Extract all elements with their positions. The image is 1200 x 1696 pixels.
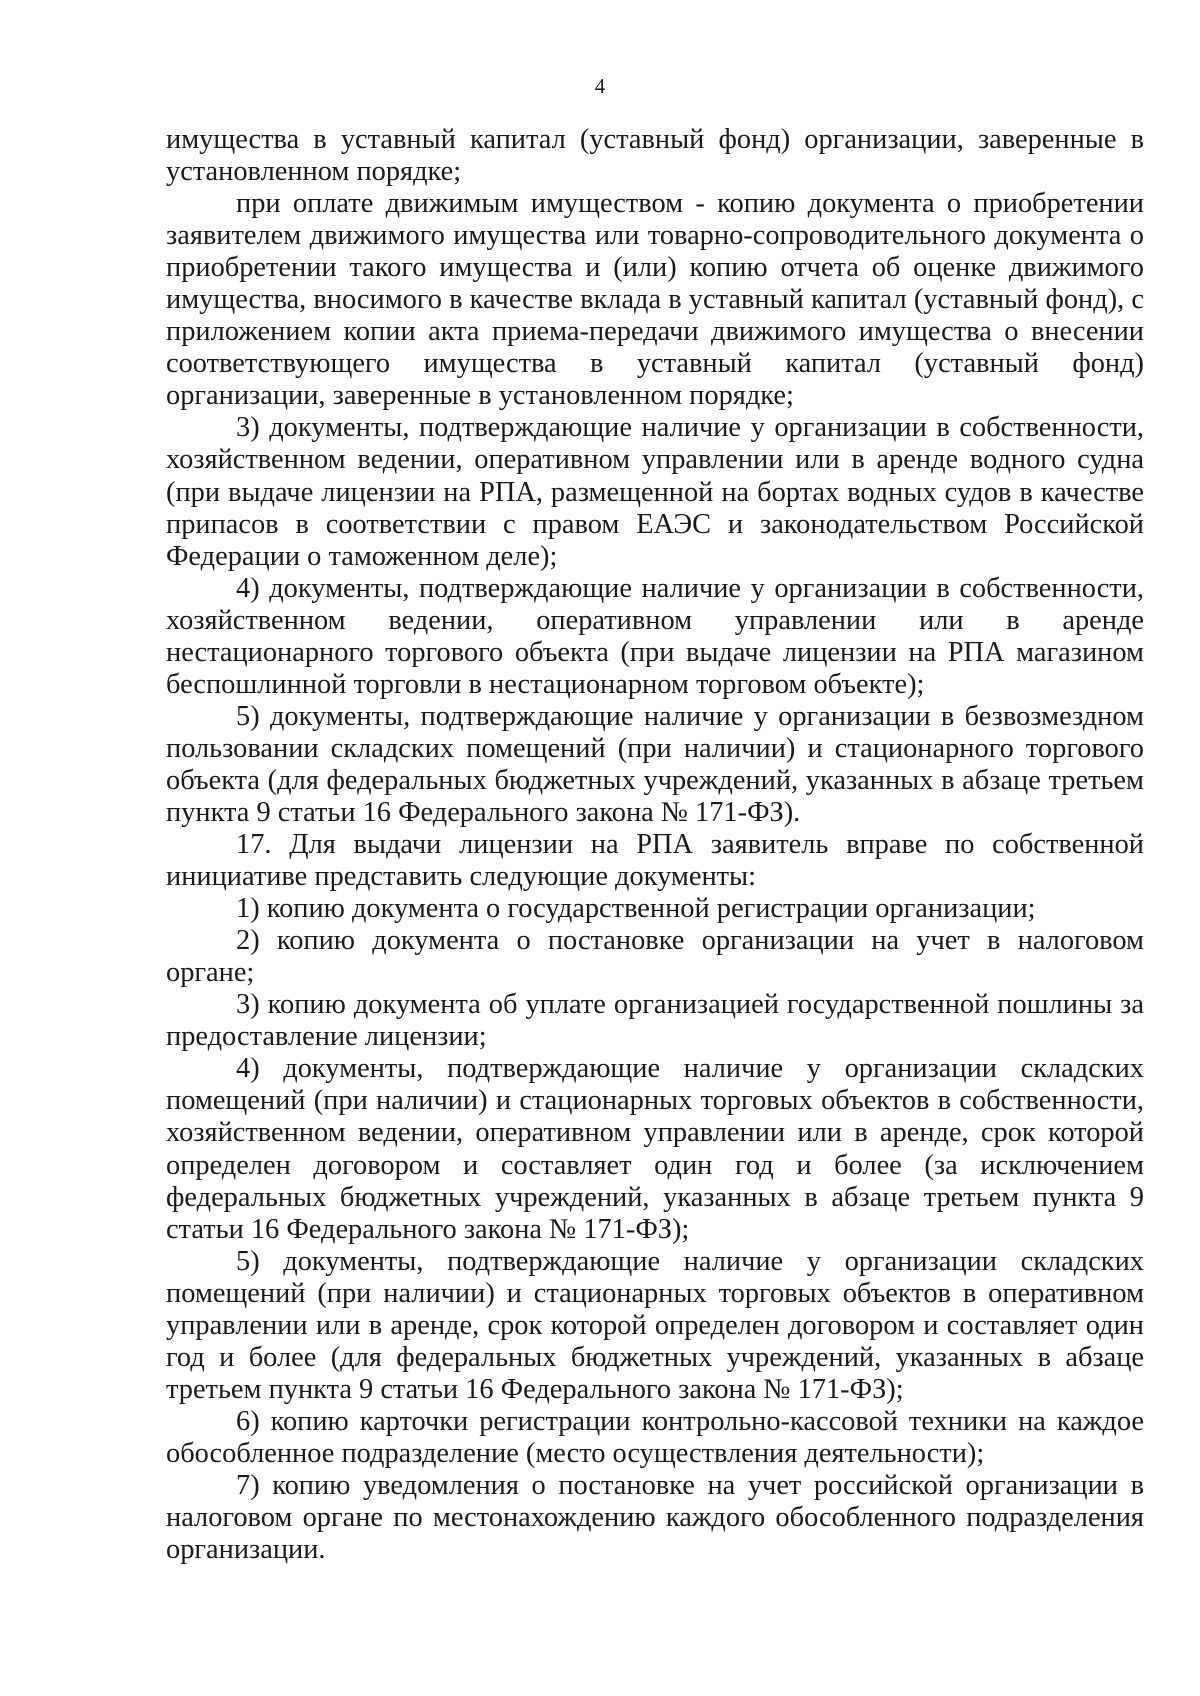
paragraph-continuation: имущества в уставный капитал (уставный фонд) организации, заверенные в установленном порядке; — [166, 124, 1144, 188]
document-body — [166, 124, 1144, 1566]
page-number: 4 — [594, 74, 606, 98]
paragraph-clause-17: 17. Для выдачи лицензии на РПА заявитель вправе по собственной инициативе представить следующие документы: — [166, 829, 1144, 893]
paragraph-17-item-2: 2) копию документа о постановке организации на учет в налоговом органе; — [166, 925, 1144, 989]
paragraph-17-item-1: 1) копию документа о государственной регистрации организации; — [236, 893, 1036, 925]
paragraph-item-4-nonstationary: 4) документы, подтверждающие наличие у организации в собственности, хозяйственном ведении, оперативном управлении или в аренде нестационарного торгового объекта (при выдаче лицензии на РПА магазином беспошлинной торговли в нестационарном торговом объекте); — [166, 572, 1144, 700]
paragraph-17-item-6: 6) копию карточки регистрации контрольно-кассовой техники на каждое обособленное подразделение (место осуществления деятельности); — [166, 1405, 1144, 1469]
paragraph-item-5-free-use: 5) документы, подтверждающие наличие у организации в безвозмездном пользовании складских помещений (при наличии) и стационарного торгового объекта (для федеральных бюджетных учреждений, указанных в абзаце третьем пункта 9 статьи 16 Федерального закона № 171-ФЗ). — [166, 700, 1144, 828]
paragraph-17-item-5: 5) документы, подтверждающие наличие у организации складских помещений (при наличии) и стационарных торговых объектов в оперативном управлении или в аренде, срок которой определен договором и составляет один год и более (для федеральных бюджетных учреждений, указанных в абзаце третьем пункта 9 статьи 16 Федерального закона № 171-ФЗ); — [166, 1245, 1144, 1405]
paragraph-17-item-4: 4) документы, подтверждающие наличие у организации складских помещений (при наличии) и стационарных торговых объектов в собственности, хозяйственном ведении, оперативном управлении или в аренде, срок которой определен договором и составляет один год и более (за исключением федеральных бюджетных учреждений, указанных в абзаце третьем пункта 9 статьи 16 Федерального закона № 171-ФЗ); — [166, 1053, 1144, 1245]
paragraph-17-item-7: 7) копию уведомления о постановке на учет российской организации в налоговом органе по местонахождению каждого обособленного подразделения организации. — [166, 1469, 1144, 1566]
paragraph-17-item-3: 3) копию документа об уплате организацией государственной пошлины за предоставление лицензии; — [166, 989, 1144, 1053]
paragraph-item-3-vessel: 3) документы, подтверждающие наличие у организации в собственности, хозяйственном ведении, оперативном управлении или в аренде водного судна (при выдаче лицензии на РПА, размещенной на бортах водных судов в качестве припасов в соответствии с правом ЕАЭС и законодательством Российской Федерации о таможенном деле); — [166, 412, 1144, 572]
paragraph-movable-property: при оплате движимым имуществом - копию документа о приобретении заявителем движимого имущества или товарно-сопроводительного документа о приобретении такого имущества и (или) копию отчета об оценке движимого имущества, вносимого в качестве вклада в уставный капитал (уставный фонд), с приложением копии акта приема-передачи движимого имущества о внесении соответствующего имущества в уставный капитал (уставный фонд) организации, заверенные в установленном порядке; — [166, 188, 1144, 412]
